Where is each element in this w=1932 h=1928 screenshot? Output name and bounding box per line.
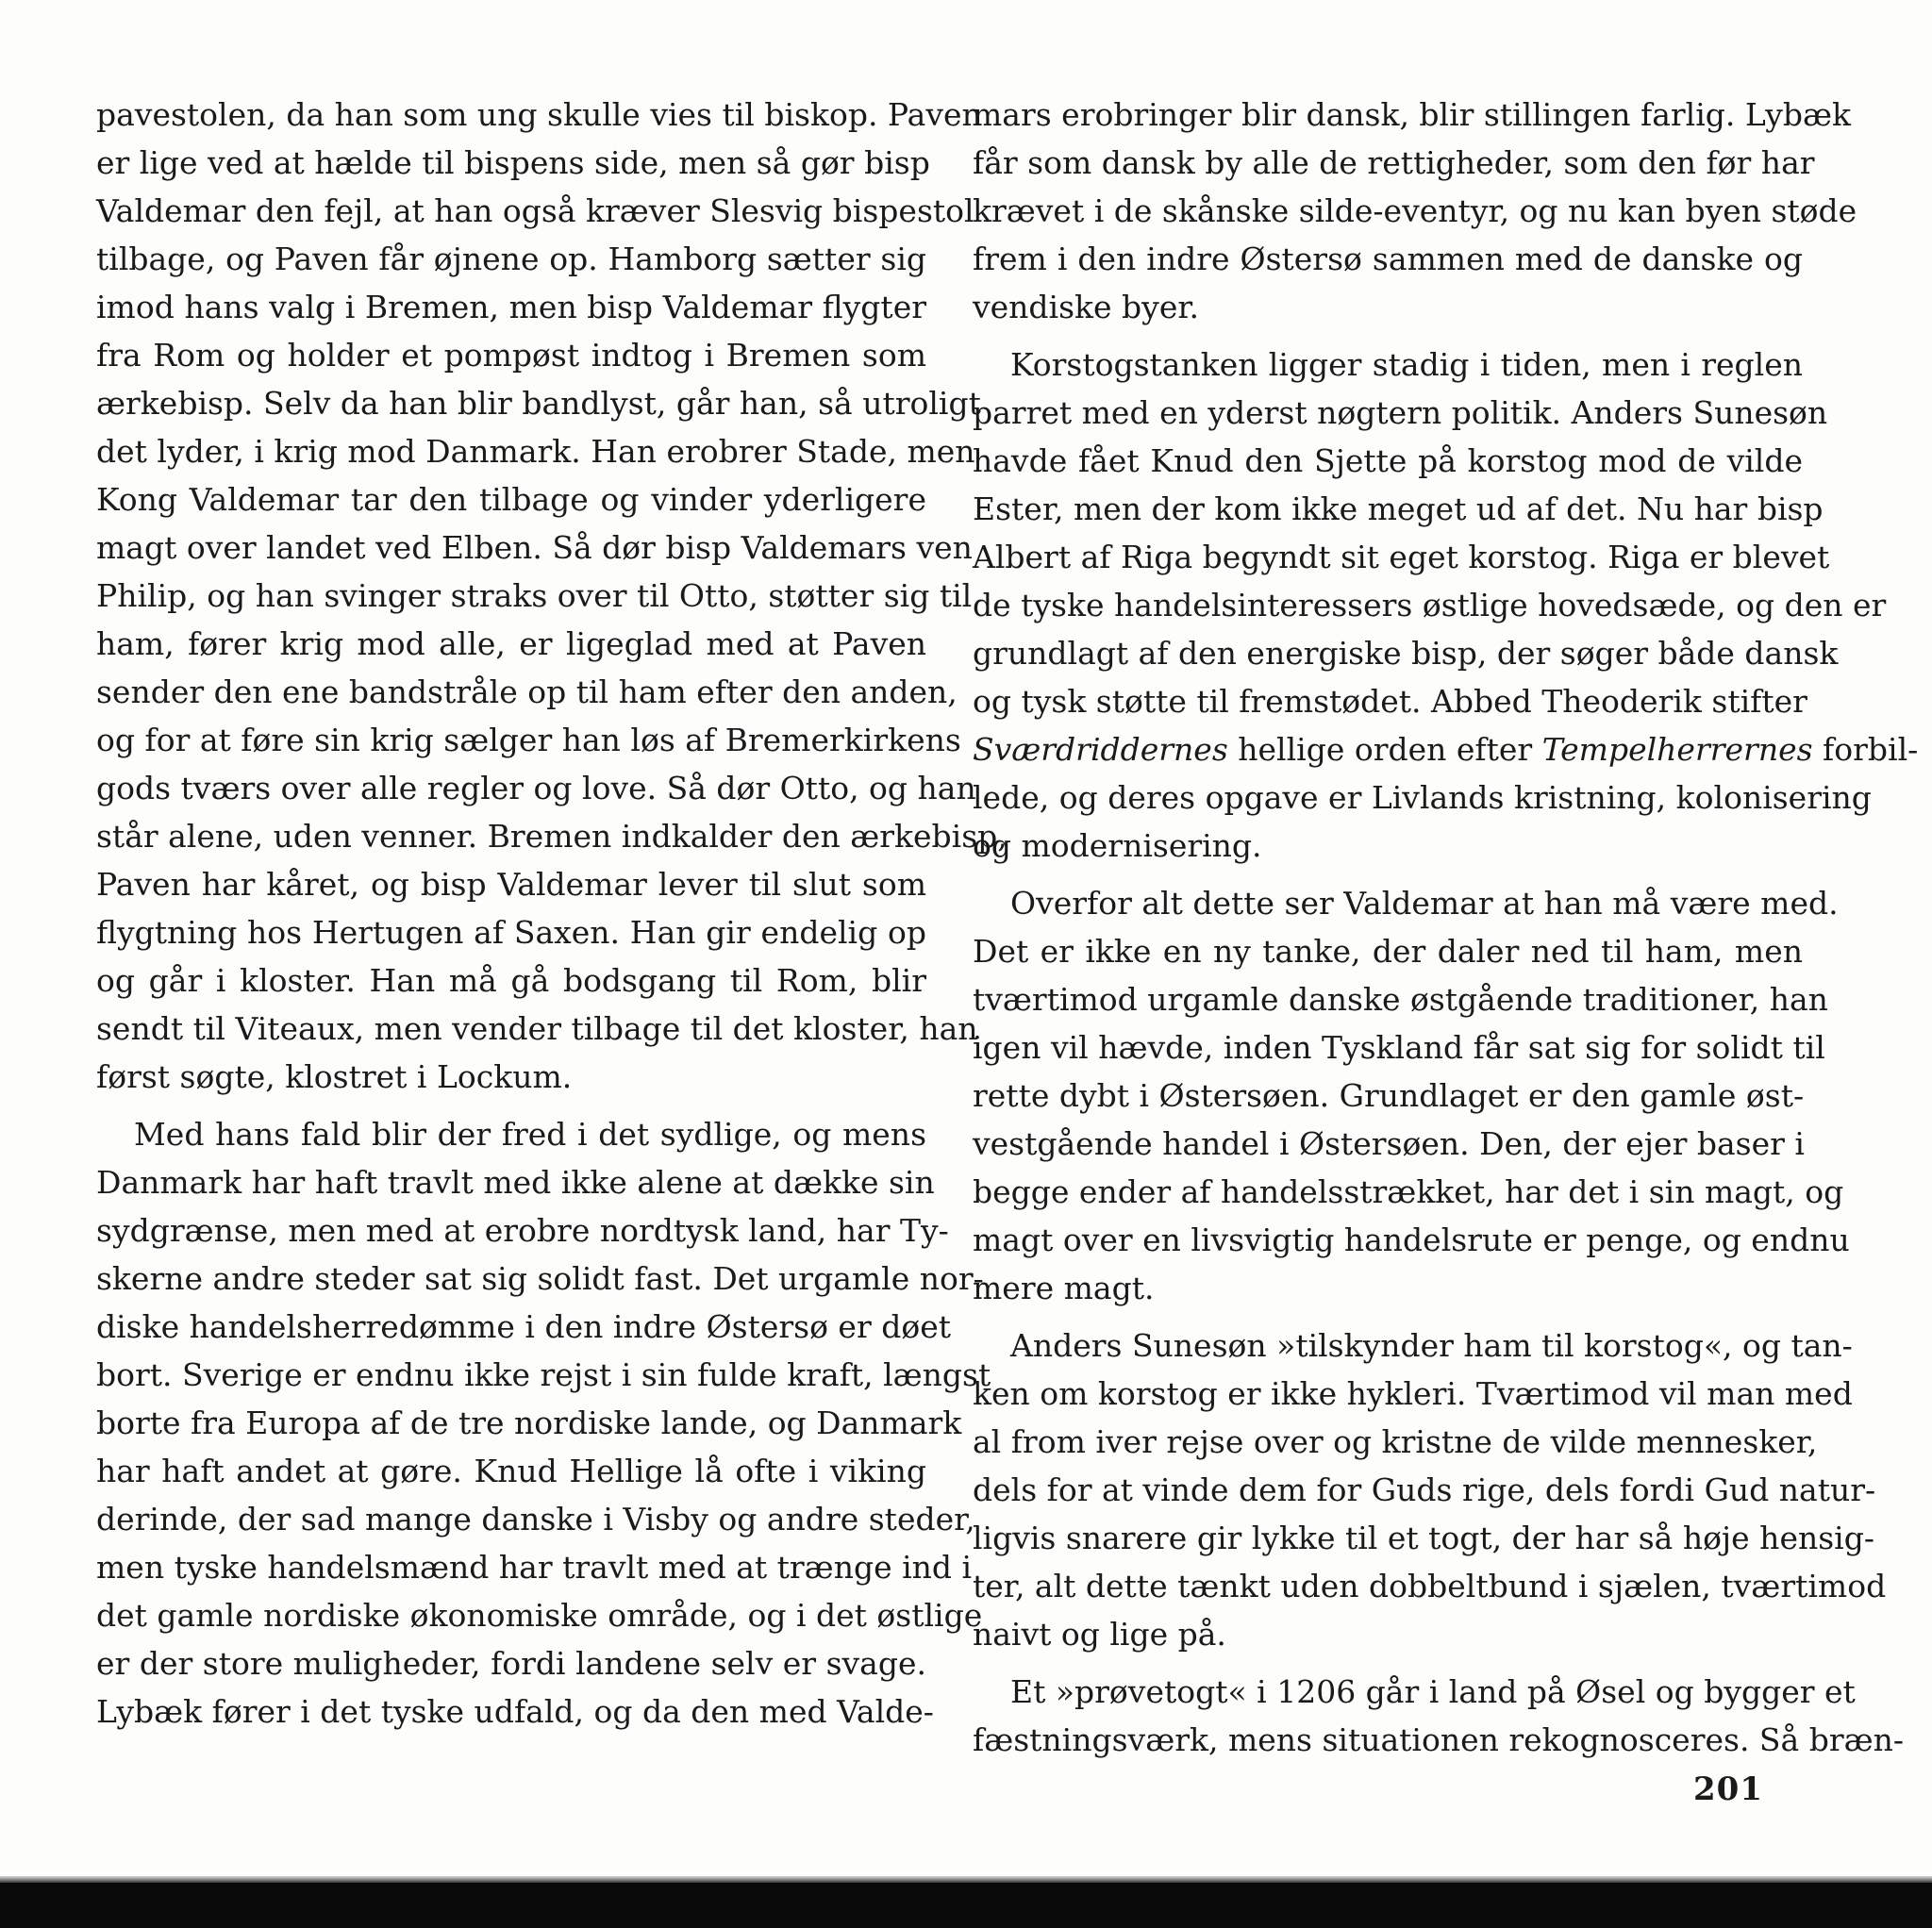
text-line: Albert af Riga begyndt sit eget korstog. Riga er blevet: [973, 539, 1830, 575]
paragraph-gap: [973, 870, 1803, 879]
scan-edge: [0, 1876, 1932, 1883]
text-line: det lyder, i krig mod Danmark. Han erobrer Stade, men: [96, 433, 975, 470]
text-fragment: forbil-: [1812, 731, 1919, 768]
text-line: Paven har kåret, og bisp Valdemar lever til slut som: [96, 866, 926, 903]
text-line: ter, alt dette tænkt uden dobbeltbund i sjælen, tværtimod: [973, 1568, 1887, 1604]
text-line: vendiske byer.: [973, 289, 1199, 325]
text-line: tilbage, og Paven får øjnene op. Hamborg sætter sig: [96, 241, 926, 277]
text-line: ken om korstog er ikke hykleri. Tværtimod vil man med: [973, 1375, 1853, 1412]
text-line: Korstogstanken ligger stadig i tiden, men i reglen: [1010, 346, 1803, 383]
text-line: [973, 725, 1919, 773]
text-line: mere magt.: [973, 1270, 1155, 1306]
left-text-column: [96, 91, 1008, 1736]
text-line: al from iver rejse over og kristne de vilde mennesker,: [973, 1423, 1818, 1460]
text-line: de tyske handelsinteressers østlige hovedsæde, og den er: [973, 587, 1887, 623]
text-line: står alene, uden venner. Bremen indkalder den ærkebisp,: [96, 818, 1008, 855]
text-line: diske handelsherredømme i den indre Østersø er døet: [96, 1308, 952, 1345]
text-line: imod hans valg i Bremen, men bisp Valdemar flygter: [96, 289, 926, 325]
text-line: og tysk støtte til fremstødet. Abbed Theoderik stifter: [973, 683, 1807, 720]
scan-bottom-border: [0, 1883, 1932, 1928]
text-line: frem i den indre Østersø sammen med de danske og: [973, 241, 1803, 277]
text-line: bort. Sverige er endnu ikke rejst i sin fulde kraft, længst: [96, 1356, 991, 1393]
text-line: er lige ved at hælde til bispens side, men så gør bisp: [96, 144, 930, 181]
text-line: begge ender af handelsstrækket, har det i sin magt, og: [973, 1173, 1844, 1210]
text-line: derinde, der sad mange danske i Visby og andre steder,: [96, 1501, 975, 1537]
text-line: naivt og lige på.: [973, 1616, 1226, 1653]
text-line: borte fra Europa af de tre nordiske lande, og Danmark: [96, 1404, 962, 1441]
text-line: flygtning hos Hertugen af Saxen. Han gir endelig op: [96, 914, 926, 951]
paragraph-gap: [96, 1101, 926, 1110]
paragraph-gap: [973, 1658, 1803, 1668]
text-line: gods tværs over alle regler og love. Så dør Otto, og han: [96, 770, 976, 806]
text-line: lede, og deres opgave er Livlands kristning, kolonisering: [973, 779, 1872, 816]
text-line: sender den ene bandstråle op til ham efter den anden,: [96, 673, 958, 710]
text-line: havde fået Knud den Sjette på korstog mod de vilde: [973, 442, 1803, 479]
text-fragment: hellige orden efter: [1227, 731, 1542, 768]
italic-term: Sværdriddernes: [973, 731, 1228, 768]
text-line: og går i kloster. Han må gå bodsgang til Rom, blir: [96, 962, 926, 999]
text-line: Med hans fald blir der fred i det sydlige, og mens: [134, 1116, 926, 1153]
text-line: igen vil hævde, inden Tyskland får sat sig for solidt til: [973, 1029, 1825, 1066]
text-line: Valdemar den fejl, at han også kræver Slesvig bispestol: [96, 192, 974, 229]
text-line: Lybæk fører i det tyske udfald, og da den med Valde-: [96, 1693, 934, 1730]
text-line: men tyske handelsmænd har travlt med at trænge ind i: [96, 1549, 973, 1586]
text-line: ligvis snarere gir lykke til et togt, der har så høje hensig-: [973, 1520, 1874, 1556]
text-line: fra Rom og holder et pompøst indtog i Bremen som: [96, 337, 926, 374]
text-line: dels for at vinde dem for Guds rige, dels fordi Gud natur-: [973, 1471, 1876, 1508]
text-line: Et »prøvetogt« i 1206 går i land på Øsel og bygger et: [1010, 1673, 1856, 1710]
text-line: Overfor alt dette ser Valdemar at han må være med.: [1010, 885, 1839, 922]
paragraph-gap: [973, 331, 1803, 341]
text-line: ham, fører krig mod alle, er ligeglad med at Paven: [96, 625, 926, 662]
right-text-column: [973, 91, 1919, 1764]
text-line: Danmark har haft travlt med ikke alene at dække sin: [96, 1164, 935, 1201]
text-line: skerne andre steder sat sig solidt fast. Det urgamle nor-: [96, 1260, 984, 1297]
text-line: og for at føre sin krig sælger han løs af Bremerkirkens: [96, 722, 961, 758]
text-line: Det er ikke en ny tanke, der daler ned til ham, men: [973, 933, 1803, 970]
page-number: 201: [1693, 1770, 1763, 1808]
text-line: er der store muligheder, fordi landene selv er svage.: [96, 1645, 926, 1682]
text-line: grundlagt af den energiske bisp, der søger både dansk: [973, 635, 1839, 672]
text-line: krævet i de skånske silde-eventyr, og nu kan byen støde: [973, 192, 1857, 229]
text-line: tværtimod urgamle danske østgående traditioner, han: [973, 981, 1828, 1018]
text-line: pavestolen, da han som ung skulle vies til biskop. Paven: [96, 96, 982, 133]
text-line: Ester, men der kom ikke meget ud af det. Nu har bisp: [973, 490, 1824, 527]
paragraph-gap: [973, 1312, 1803, 1321]
text-line: magt over landet ved Elben. Så dør bisp Valdemars ven: [96, 529, 973, 566]
text-line: først søgte, klostret i Lockum.: [96, 1058, 573, 1095]
text-line: det gamle nordiske økonomiske område, og i det østlige: [96, 1597, 983, 1634]
text-line: magt over en livsvigtig handelsrute er penge, og endnu: [973, 1222, 1850, 1258]
text-line: Anders Sunesøn »tilskynder ham til korstog«, og tan-: [1010, 1327, 1853, 1364]
text-line: ærkebisp. Selv da han blir bandlyst, går han, så utroligt: [96, 385, 981, 422]
text-line: fæstningsværk, mens situationen rekognosceres. Så bræn-: [973, 1721, 1905, 1758]
text-line: rette dybt i Østersøen. Grundlaget er den gamle øst-: [973, 1077, 1805, 1114]
text-line: sendt til Viteaux, men vender tilbage til det kloster, han: [96, 1010, 978, 1047]
text-line: parret med en yderst nøgtern politik. Anders Sunesøn: [973, 394, 1828, 431]
text-line: Philip, og han svinger straks over til Otto, støtter sig til: [96, 577, 973, 614]
text-line: mars erobringer blir dansk, blir stillingen farlig. Lybæk: [973, 96, 1851, 133]
text-line: sydgrænse, men med at erobre nordtysk land, har Ty-: [96, 1212, 949, 1249]
text-line: vestgående handel i Østersøen. Den, der ejer baser i: [973, 1125, 1805, 1162]
text-line: har haft andet at gøre. Knud Hellige lå ofte i viking: [96, 1453, 926, 1489]
text-line: og modernisering.: [973, 827, 1262, 864]
italic-term: Tempelherrernes: [1541, 731, 1813, 768]
text-line: Kong Valdemar tar den tilbage og vinder yderligere: [96, 481, 926, 518]
text-line: får som dansk by alle de rettigheder, som den før har: [973, 144, 1815, 181]
